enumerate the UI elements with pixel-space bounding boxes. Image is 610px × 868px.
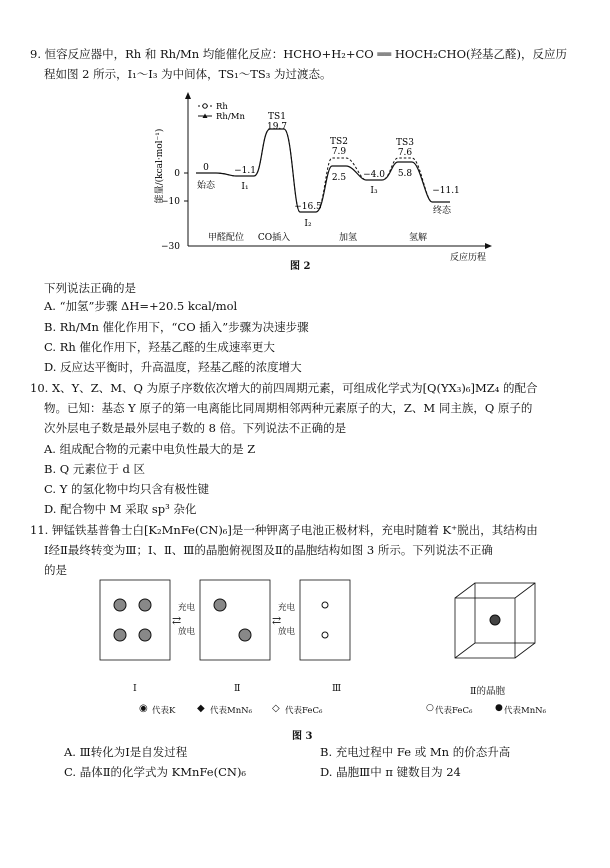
label-lattice-ii: Ⅱ [234, 683, 241, 694]
q9-line-2: 程如图 2 所示，I₁～I₃ 为中间体，TS₁～TS₃ 为过渡态。 [44, 67, 332, 81]
lattice-top-views [95, 575, 355, 670]
lattice-iii-view [300, 580, 350, 660]
y-tick-minus10: −10 [161, 197, 180, 207]
q11-line-1: 11. 钾锰铁基普鲁士白[K₂MnFe(CN)₆]是一种钾离子电池正极材料，充电时随着 K⁺脱出，其结构由 [30, 523, 538, 537]
q10-option-b[interactable]: B. Q 元素位于 d 区 [44, 462, 146, 476]
q10-option-c[interactable]: C. Y 的氢化物中均只含有极性键 [44, 482, 209, 496]
q11-option-d[interactable]: D. 晶胞Ⅲ中 π 键数目为 24 [320, 765, 461, 779]
step-label-1: 甲醛配位 [207, 233, 245, 243]
label-ts3: TS3 [396, 138, 414, 148]
y-axis-arrow-icon [185, 92, 191, 99]
arrow-2-top-label: 充电 [278, 603, 296, 613]
value-i1: −1.1 [234, 166, 256, 176]
value-i2: −16.5 [294, 202, 322, 212]
label-i2: I₂ [304, 219, 312, 229]
label-i3: I₃ [370, 186, 378, 196]
q11-option-b[interactable]: B. 充电过程中 Fe 或 Mn 的价态升高 [320, 745, 511, 759]
label-ts2: TS2 [330, 137, 348, 147]
arrow-1-top-label: 充电 [178, 603, 196, 613]
q11-line-2: Ⅰ经Ⅱ最终转变为Ⅲ；Ⅰ、Ⅱ、Ⅲ的晶胞俯视图及Ⅱ的晶胞结构如图 3 所示。下列说法不正确 [44, 543, 493, 557]
label-ts1: TS1 [268, 112, 286, 122]
q9-option-a[interactable]: A. “加氢”步骤 ΔH=+20.5 kcal/mol [44, 299, 238, 313]
value-final: −11.1 [432, 186, 460, 196]
label-lattice-i: Ⅰ [133, 683, 137, 694]
value-ts2-rhmn: 2.5 [331, 173, 347, 183]
value-ts3-rh: 7.6 [397, 148, 413, 158]
k-legend-icon: ◉ [139, 703, 148, 714]
label-i1: I₁ [241, 182, 249, 192]
x-axis-label: 反应历程 [449, 253, 487, 263]
x-axis-arrow-icon [485, 243, 492, 249]
label-lattice-iii: Ⅲ [332, 683, 342, 694]
q9-line-1: 9. 恒容反应器中，Rh 和 Rh/Mn 均能催化反应：HCHO+H₂+CO ══ HOCH₂CHO(羟基乙醛)，反应历 [30, 47, 567, 61]
figure-3-caption: 图 3 [292, 731, 313, 742]
q10-option-a[interactable]: A. 组成配合物的元素中电负性最大的是 Z [44, 442, 256, 456]
legend-rh-marker-icon [203, 104, 207, 108]
arrow-1-bottom-label: 放电 [178, 627, 196, 637]
legend-cell-mnn6: 代表MnN₆ [504, 706, 547, 716]
q10-option-d[interactable]: D. 配合物中 M 采取 sp³ 杂化 [44, 502, 197, 516]
q9-option-d[interactable]: D. 反应达平衡时，升高温度，羟基乙醛的浓度增大 [44, 360, 302, 374]
label-unit-cell-ii: Ⅱ的晶胞 [470, 686, 505, 697]
y-tick-minus30: −30 [161, 242, 180, 252]
arrow-2-icon: ⇄ [272, 614, 282, 627]
fec6-legend-icon: ◇ [272, 703, 280, 714]
mnn6-cell-legend-icon: ● [495, 703, 503, 713]
step-label-3: 加氢 [338, 233, 358, 243]
figure-2-caption: 图 2 [290, 261, 311, 272]
q10-line-1: 10. X、Y、Z、M、Q 为原子序数依次增大的前四周期元素，可组成化学式为[Q(YX₃)₆]MZ₄ 的配合 [30, 381, 538, 395]
value-initial: 0 [203, 163, 209, 173]
label-final: 终态 [432, 206, 452, 216]
legend-k: 代表K [152, 706, 176, 716]
arrow-2-bottom-label: 放电 [278, 627, 296, 637]
value-ts2-rh: 7.9 [331, 147, 347, 157]
legend-mnn6: 代表MnN₆ [210, 706, 253, 716]
step-label-2: CO插入 [257, 233, 291, 243]
legend-fec6: 代表FeC₆ [285, 706, 323, 716]
lattice-i-view [100, 580, 170, 660]
y-tick-0: 0 [174, 169, 180, 179]
arrow-1-icon: ⇄ [172, 614, 182, 627]
legend-rh: Rh [216, 102, 228, 112]
fec6-cell-legend-icon: ○ [426, 703, 434, 713]
legend-cell-fec6: 代表FeC₆ [435, 706, 473, 716]
q11-option-a[interactable]: A. Ⅲ转化为Ⅰ是自发过程 [64, 745, 188, 759]
lattice-ii-view [200, 580, 270, 660]
value-i3: −4.0 [363, 170, 385, 180]
label-initial: 始态 [196, 181, 216, 191]
unit-cell-k-icon [490, 615, 500, 625]
y-axis-label: 能量/(kcal·mol⁻¹) [155, 128, 165, 204]
mnn6-legend-icon: ◆ [197, 703, 205, 714]
energy-profile-figure [150, 88, 500, 273]
q11-option-c[interactable]: C. 晶体Ⅱ的化学式为 KMnFe(CN)₆ [64, 765, 247, 779]
q11-line-3: 的是 [44, 563, 67, 577]
value-ts3-rhmn: 5.8 [397, 169, 413, 179]
q10-line-3: 次外层电子数是最外层电子数的 8 倍。下列说法不正确的是 [44, 421, 347, 435]
unit-cell-ii-figure [445, 578, 545, 678]
q10-line-2: 物。已知：基态 Y 原子的第一电离能比同周期相邻两种元素原子的大，Z、M 同主族，Q 原子的 [44, 401, 533, 415]
legend-rhmn: Rh/Mn [216, 112, 245, 122]
value-ts1: 19.7 [266, 122, 288, 132]
q9-option-c[interactable]: C. Rh 催化作用下，羟基乙醛的生成速率更大 [44, 340, 275, 354]
q9-stem: 下列说法正确的是 [44, 281, 136, 295]
q9-option-b[interactable]: B. Rh/Mn 催化作用下，“CO 插入”步骤为决速步骤 [44, 320, 309, 334]
step-label-4: 氢解 [408, 233, 428, 243]
